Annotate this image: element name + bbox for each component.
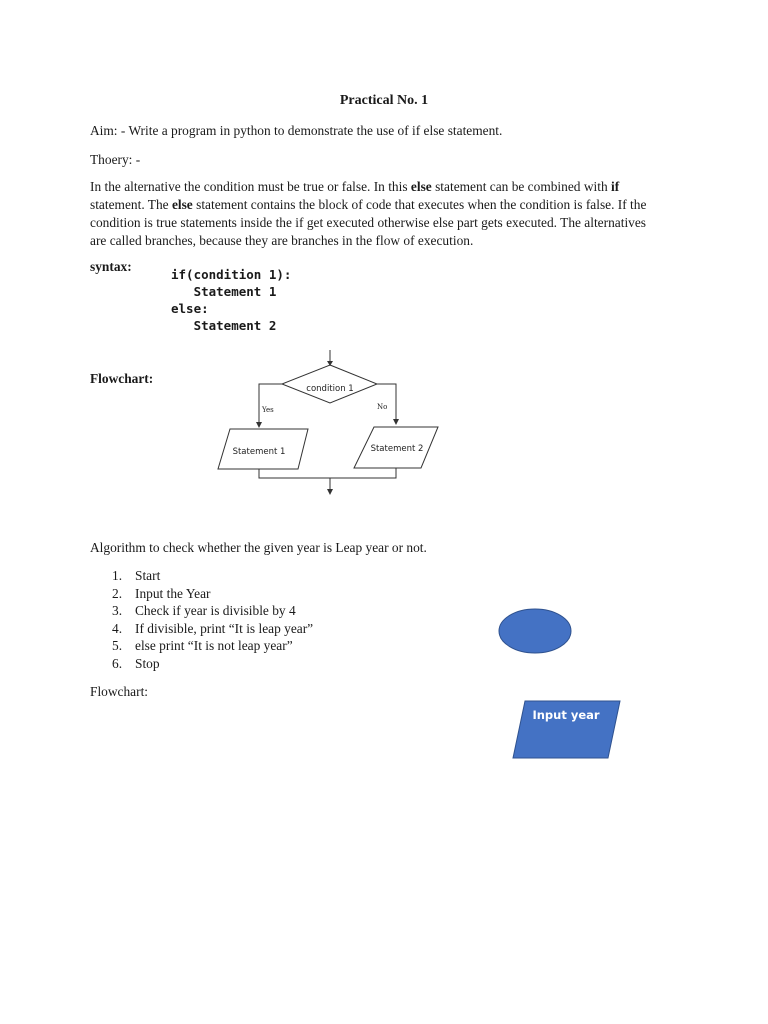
theory-line-3: condition is true statements inside the if get executed otherwise else part gets executed. The alternatives [90,215,647,230]
theory-line-2: statement. The else statement contains the block of code that executes when the condition is false. If the [90,197,647,212]
theory-label: Thoery: - [90,152,141,167]
arrowhead [327,489,333,495]
statement-1-label: Statement 1 [232,447,286,457]
arrowhead [256,422,262,428]
start-terminal-oval [499,609,571,653]
statement-2-label: Statement 2 [370,444,424,454]
algorithm-intro: Algorithm to check whether the given year is Leap year or not. [90,540,427,555]
list-item: 2. Input the Year [112,585,211,601]
flowchart-2-label: Flowchart: [90,684,149,699]
yes-label: Yes [262,406,274,414]
theory-paragraph [90,178,690,250]
aim-text: Aim: - Write a program in python to demonstrate the use of if else statement. [90,123,503,138]
list-item: 3. Check if year is divisible by 4 [112,603,296,619]
input-year-label: Input year [532,708,600,722]
algorithm-steps-list [112,567,313,673]
code-line: Statement 1 [171,284,277,299]
list-item: 5. else print “It is not leap year” [112,638,293,654]
theory-line-4: are called branches, because they are branches in the flow of execution. [90,233,474,248]
list-item: 6. Stop [112,655,160,671]
arrowhead [393,419,399,425]
yes-branch-line [259,384,282,425]
syntax-code-block [171,266,291,334]
code-line: else: [171,301,209,316]
code-line: if(condition 1): [171,267,292,282]
list-item: 1. Start [112,568,161,583]
arrowhead [327,361,333,366]
if-else-flowchart [210,345,450,505]
list-item: 4. If divisible, print “It is leap year” [112,620,314,636]
no-label: No [377,403,388,411]
condition-label: condition 1 [306,384,354,394]
leap-year-flowchart [495,605,625,765]
flowchart-label: Flowchart: [90,371,154,386]
theory-line-1: In the alternative the condition must be true or false. In this else statement can be combined with if [90,179,620,194]
page-title: Practical No. 1 [339,93,429,108]
code-line: Statement 2 [171,318,277,333]
syntax-label: syntax: [90,259,132,274]
